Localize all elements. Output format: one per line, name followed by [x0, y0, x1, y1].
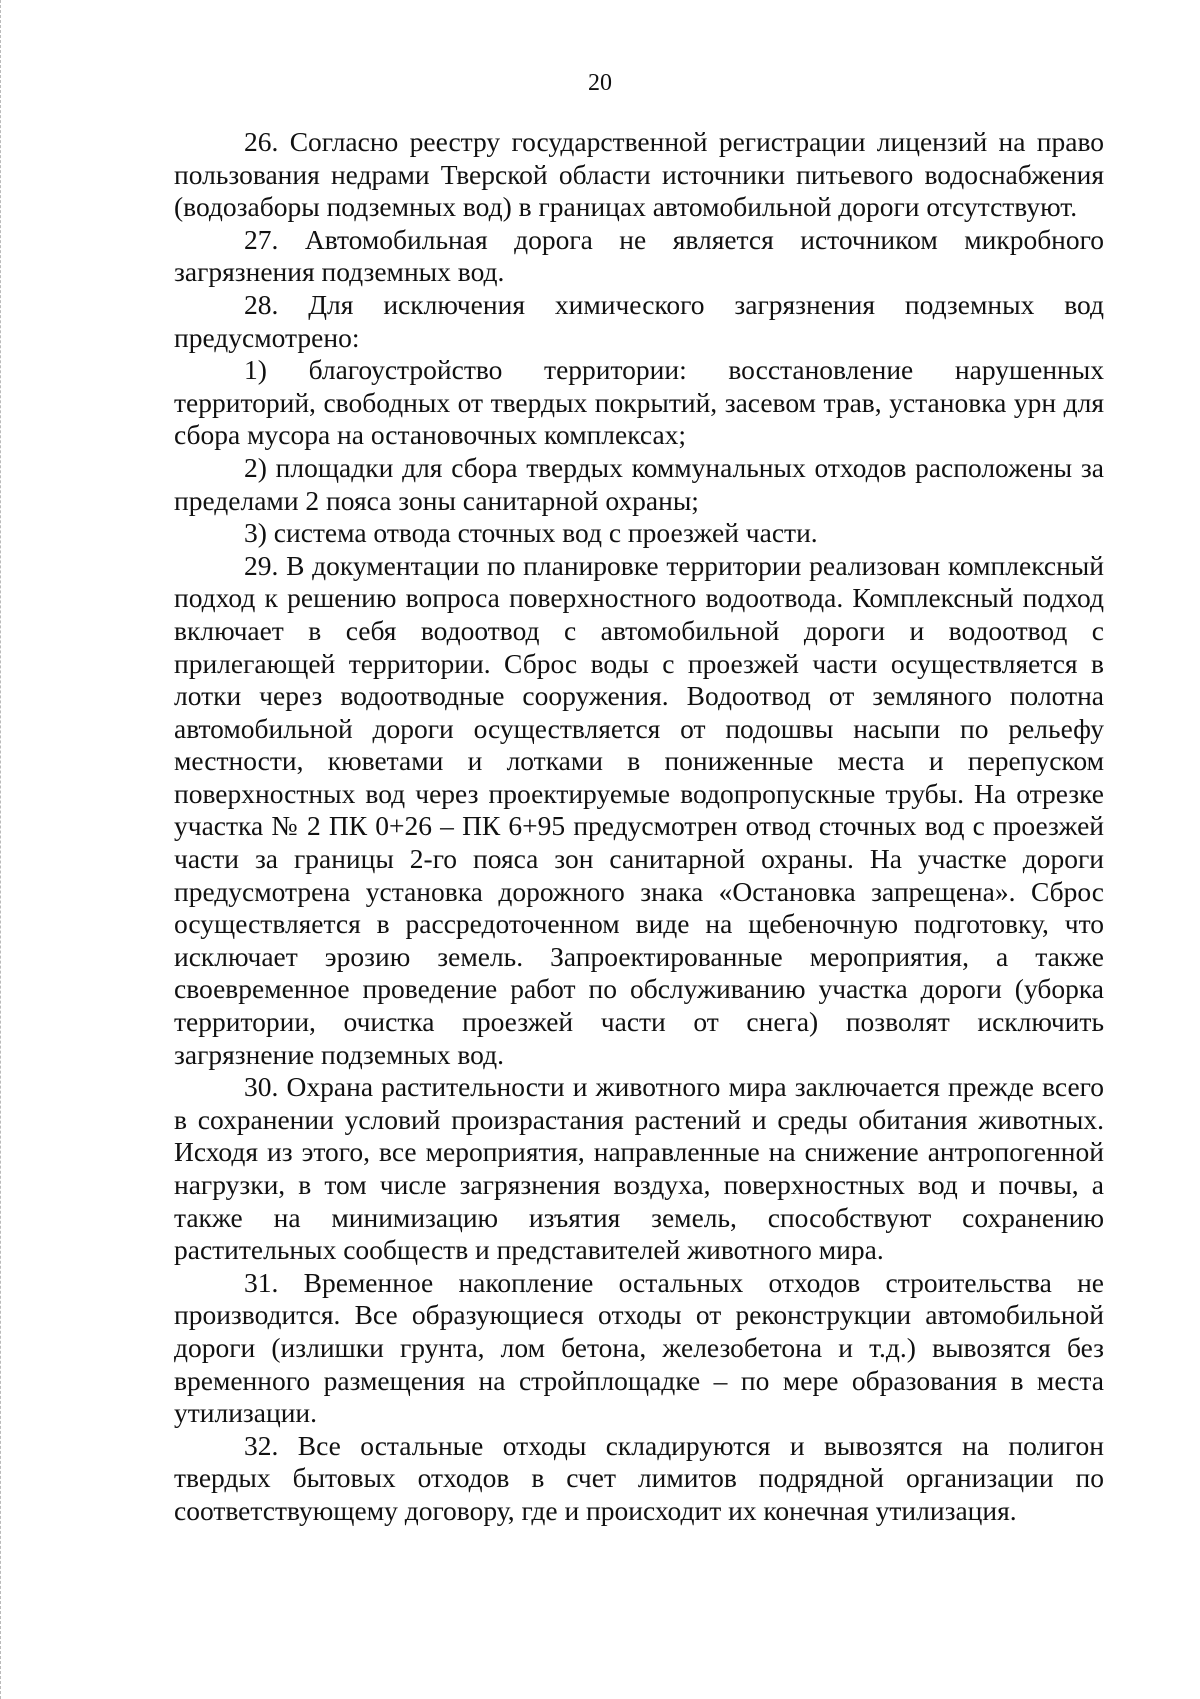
list-item-2: 2) площадки для сбора твердых коммунальных отходов расположены за пределами 2 пояса зоны санитарной охраны;: [174, 451, 1104, 516]
paragraph-26: 26. Согласно реестру государственной регистрации лицензий на право пользования недрами Тверской области источники питьевого водоснабжения (водозаборы подземных вод) в границах автомобильной дороги отсутствуют.: [174, 126, 1104, 223]
paragraph-28: 28. Для исключения химического загрязнения подземных вод предусмотрено:: [174, 288, 1104, 353]
list-item-3: 3) система отвода сточных вод с проезжей части.: [244, 517, 818, 549]
paragraph-29: 29. В документации по планировке территории реализован комплексный подход к решению вопроса поверхностного водоотвода. Комплексный подход включает в себя водоотвод с автомобильной дороги и водоотвод с прилегающей территории. Сброс воды с проезжей части осуществляется в лотки через водоотводные сооружения. Водоотвод от земляного полотна автомобильной дороги осуществляется от подошвы насыпи по рельефу местности, кюветами и лотками в пониженные места и перепуском поверхностных вод через проектируемые водопропускные трубы. На отрезке участка № 2 ПК 0+26 – ПК 6+95 предусмотрен отвод сточных вод с проезжей части за границы 2-го пояса зон санитарной охраны. На участке дороги предусмотрена установка дорожного знака «Остановка запрещена». Сброс осуществляется в рассредоточенном виде на щебеночную подготовку, что исключает эрозию земель. Запроектированные мероприятия, а также своевременное проведение работ по обслуживанию участка дороги (уборка территории, очистка проезжей части от снега) позволят исключить загрязнение подземных вод.: [174, 549, 1104, 1070]
paragraph-31: 31. Временное накопление остальных отходов строительства не производится. Все образующиеся отходы от реконструкции автомобильной дороги (излишки грунта, лом бетона, железобетона и т.д.) вывозятся без временного размещения на стройплощадке – по мере образования в места утилизации.: [174, 1266, 1104, 1429]
scan-edge: [0, 0, 3, 1699]
paragraph-32: 32. Все остальные отходы складируются и вывозятся на полигон твердых бытовых отходов в счет лимитов подрядной организации по соответствующему договору, где и происходит их конечная утилизация.: [174, 1429, 1104, 1526]
paragraph-27: 27. Автомобильная дорога не является источником микробного загрязнения подземных вод.: [174, 223, 1104, 288]
paragraph-30: 30. Охрана растительности и животного мира заключается прежде всего в сохранении условий произрастания растений и среды обитания животных. Исходя из этого, все мероприятия, направленные на снижение антропогенной нагрузки, в том числе загрязнения воздуха, поверхностных вод и почвы, а также на минимизацию изъятия земель, способствуют сохранению растительных сообществ и представителей животного мира.: [174, 1071, 1104, 1266]
list-item-1: 1) благоустройство территории: восстановление нарушенных территорий, свободных от твердых покрытий, засевом трав, установка урн для сбора мусора на остановочных комплексах;: [174, 354, 1104, 451]
document-body: [174, 126, 1104, 1528]
page-number: 20: [588, 70, 612, 96]
